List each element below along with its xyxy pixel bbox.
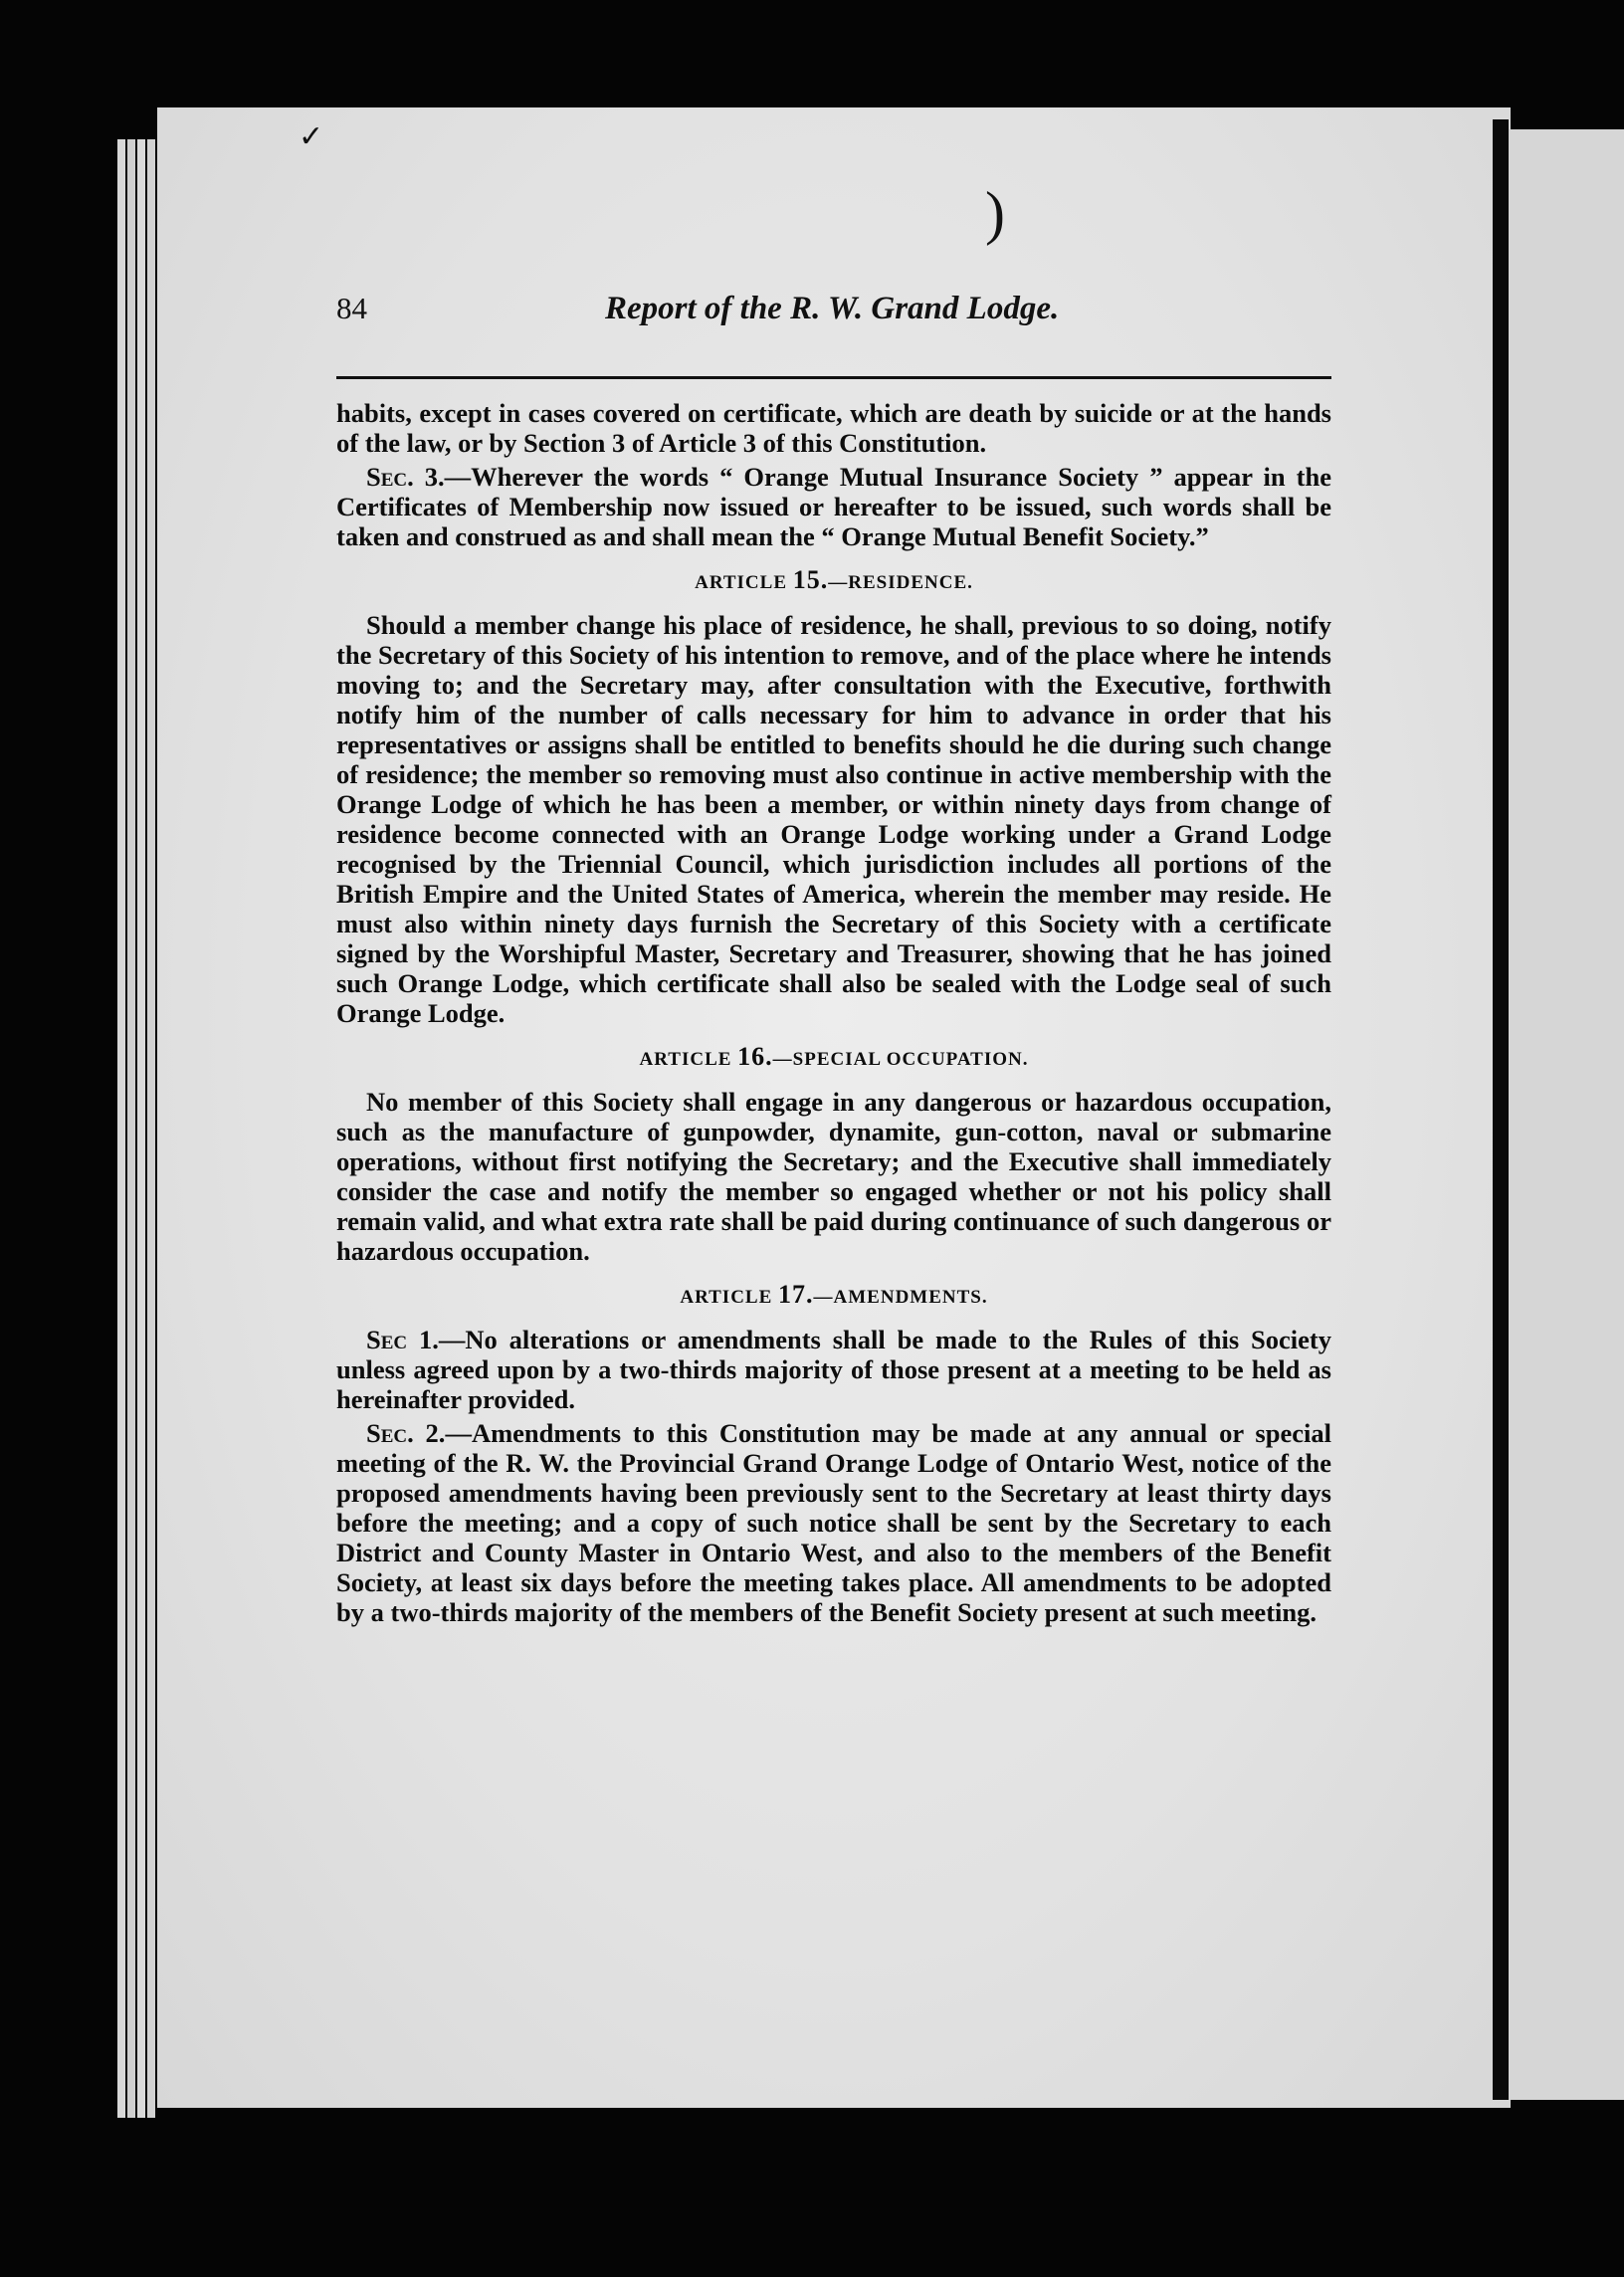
- section-label: Sec. 2.: [366, 1418, 446, 1448]
- ink-mark: ✓: [299, 120, 324, 153]
- scan-border: [0, 2118, 1624, 2277]
- page-edge: [117, 139, 125, 2128]
- page-header: [336, 291, 1331, 340]
- running-title: Report of the R. W. Grand Lodge.: [605, 291, 1060, 326]
- article-number: 16.: [737, 1042, 773, 1071]
- section-text: —Amendments to this Constitution may be made at any annual or special meeting of the R. W. the Provincial Grand Orange Lodge of Ontario West, notice of the proposed amendments having been previously sent to the Secretary at least thirty days before the meeting; and a copy of such notice shall be sent by the Secretary to each District and County Master in Ontario West, and also to the members of the Benefit Society, at least six days before the meeting takes place. All amendments to be adopted by a two-thirds majority of the members of the Benefit Society present at such meeting.: [336, 1418, 1331, 1627]
- section-label: Sec. 3.: [366, 462, 445, 492]
- article-heading: [336, 565, 1331, 598]
- section-label: Sec 1.: [366, 1325, 439, 1354]
- section-text: —No alterations or amendments shall be made to the Rules of this Society unless agreed upon by a two-thirds majority of those present at a meeting to be held as hereinafter provided.: [336, 1325, 1331, 1414]
- header-rule: [336, 376, 1331, 379]
- article-paragraph: Should a member change his place of residence, he shall, previous to so doing, notify the Secretary of this Society of his intention to remove, and of the place where he intends moving to; and the Secretary may, after consultation with the Executive, forthwith notify him of the number of calls necessary for him to advance in order that his representatives or assigns shall be entitled to benefits should he die during such change of residence; the member so removing must also continue in active membership with the Orange Lodge of which he has been a member, or within ninety days from change of residence become connected with an Orange Lodge working under a Grand Lodge recognised by the Triennial Council, which jurisdiction includes all portions of the British Empire and the United States of America, wherein the member may reside. He must also within ninety days furnish the Secretary of this Society with a certificate signed by the Worshipful Master, Secretary and Treasurer, showing that he has joined such Orange Lodge, which certificate shall also be sealed with the Lodge seal of such Orange Lodge.: [336, 610, 1331, 1028]
- pencil-mark: ): [985, 180, 1005, 246]
- page-body: [336, 398, 1331, 1631]
- page-number: 84: [336, 291, 367, 325]
- page-edge: [147, 139, 155, 2128]
- article-label: ARTICLE: [695, 572, 788, 593]
- article-number: 15.: [792, 565, 829, 594]
- article-number: 17.: [778, 1280, 814, 1309]
- page-edge: [137, 139, 145, 2128]
- article-title: —SPECIAL OCCUPATION.: [772, 1049, 1029, 1070]
- paragraph: habits, except in cases covered on certificate, which are death by suicide or at the hands of the law, or by Section 3 of Article 3 of this Constitution.: [336, 398, 1331, 458]
- article-title: —AMENDMENTS.: [813, 1287, 988, 1308]
- section-paragraph: [336, 1418, 1331, 1627]
- facing-page-edge: [1509, 129, 1624, 2100]
- section-paragraph: [336, 1325, 1331, 1414]
- article-paragraph: No member of this Society shall engage in any dangerous or hazardous occupation, such as the manufacture of gunpowder, dynamite, gun-cotton, naval or submarine operations, without first notifying the Secretary; and the Executive shall immediately consider the case and notify the member so engaged whether or not his policy shall remain valid, and what extra rate shall be paid during continuance of such dangerous or hazardous occupation.: [336, 1087, 1331, 1266]
- article-label: ARTICLE: [639, 1049, 732, 1070]
- article-heading: [336, 1042, 1331, 1075]
- section-text: —Wherever the words “ Orange Mutual Insurance Society ” appear in the Certificates of Membership now issued or hereafter to be issued, such words shall be taken and construed as and shall mean the “ Orange Mutual Benefit Society.”: [336, 462, 1331, 551]
- book-spine: [1493, 119, 1509, 2100]
- article-title: —RESIDENCE.: [828, 572, 973, 593]
- article-label: ARTICLE: [680, 1287, 773, 1308]
- section-paragraph: [336, 462, 1331, 551]
- article-heading: [336, 1280, 1331, 1313]
- page-edge: [127, 139, 135, 2128]
